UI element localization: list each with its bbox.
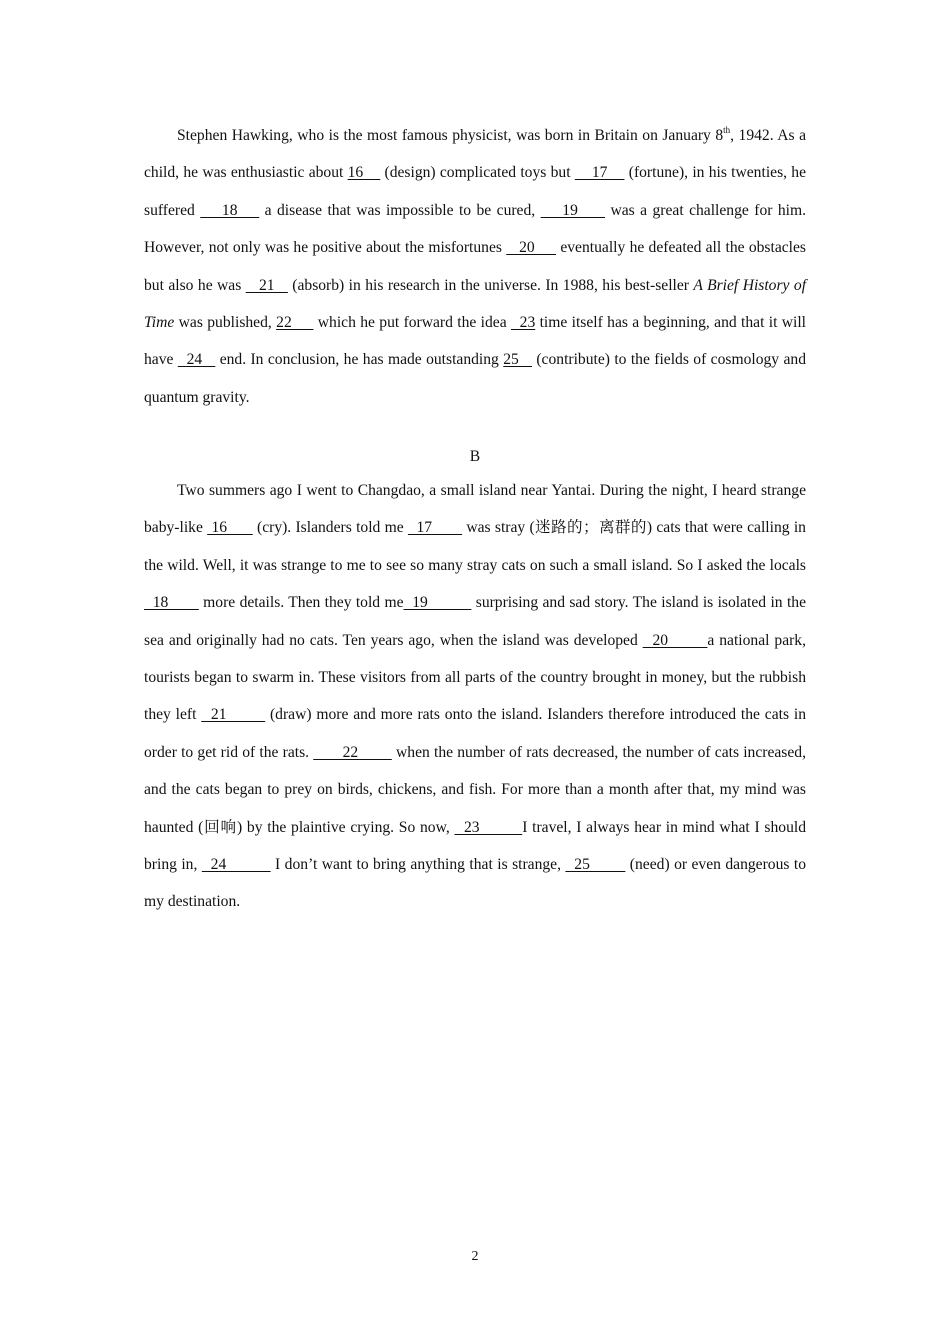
- text: a disease that was impossible to be cured,: [259, 201, 541, 219]
- text: time itself has a beginning, and that it will have: [144, 314, 807, 369]
- text: I travel, I always hear in mind what I should bring in,: [144, 818, 807, 874]
- text: surprising and sad story. The island is isolated in the sea and originally had no cats. Ten years ago, when the island was developed: [144, 594, 806, 649]
- blank-25: 25: [503, 351, 532, 369]
- passage-a: [144, 117, 806, 416]
- text: (need) or even dangerous to my destination.: [144, 856, 807, 911]
- text: was published,: [174, 314, 277, 332]
- blank-17: 17: [407, 519, 463, 537]
- ordinal-suffix: th: [723, 125, 731, 135]
- text: was stray (迷路的；离群的) cats that were calling in the wild. Well, it was strange to me to see so many stray cats on such a small island. So I asked the locals: [144, 519, 806, 574]
- text: Two summers ago I went to Changdao, a small island near Yantai. During the night, I heard strange baby-like: [144, 482, 806, 537]
- blank-25: 25: [565, 856, 626, 874]
- blank-16: 16: [347, 164, 381, 182]
- blank-19: 19: [540, 201, 606, 219]
- section-heading-b: B: [469, 448, 481, 465]
- blank-24: 24: [177, 351, 216, 369]
- text: , 1942. As a child, he was enthusiastic about: [144, 127, 806, 182]
- blank-24: 24: [201, 856, 271, 874]
- text: when the number of rats decreased, the number of cats increased, and the cats began to prey on birds, chickens, and fish. For more than a month after that, my mind was haunted (回响) by the plaintive crying. So now,: [144, 743, 806, 836]
- text: (design) complicated toys but: [380, 164, 575, 182]
- text: which he put forward the idea: [313, 314, 511, 332]
- passage-b: [144, 472, 806, 921]
- text: (contribute) to the fields of cosmology and quantum gravity.: [144, 351, 806, 406]
- blank-23: 23: [510, 314, 536, 332]
- page-number: 2: [471, 1249, 479, 1264]
- blank-22: 22: [313, 743, 392, 761]
- text: (fortune), in his twenties, he suffered: [144, 164, 807, 219]
- blank-18: 18: [144, 594, 199, 612]
- blank-16: 16: [207, 519, 253, 537]
- text: end. In conclusion, he has made outstanding: [215, 351, 504, 369]
- blank-17: 17: [574, 164, 625, 182]
- blank-19: 19: [403, 594, 472, 612]
- blank-21: 21: [245, 276, 288, 294]
- text: Stephen Hawking, who is the most famous physicist, was born in Britain on January 8: [177, 127, 724, 144]
- blank-18: 18: [200, 201, 260, 219]
- text: eventually he defeated all the obstacles but also he was: [144, 239, 806, 294]
- text: more details. Then they told me: [198, 594, 404, 612]
- blank-20: 20: [642, 631, 708, 649]
- text: (absorb) in his research in the universe. In 1988, his best-seller: [287, 276, 694, 294]
- text: (draw) more and more rats onto the island. Islanders therefore introduced the cats in order to get rid of the rats.: [144, 706, 806, 761]
- book-title: A Brief History of Time: [144, 276, 807, 332]
- text: I don’t want to bring anything that is strange,: [270, 856, 566, 874]
- text: (cry). Islanders told me: [252, 519, 408, 537]
- blank-21: 21: [201, 706, 266, 724]
- blank-23: 23: [454, 818, 523, 836]
- text: was a great challenge for him. However, not only was he positive about the misfortunes: [144, 201, 807, 257]
- blank-22: 22: [276, 314, 314, 332]
- text: a national park, tourists began to swarm in. These visitors from all parts of the country brought in money, but the rubbish they left: [144, 631, 807, 724]
- blank-20: 20: [506, 239, 557, 257]
